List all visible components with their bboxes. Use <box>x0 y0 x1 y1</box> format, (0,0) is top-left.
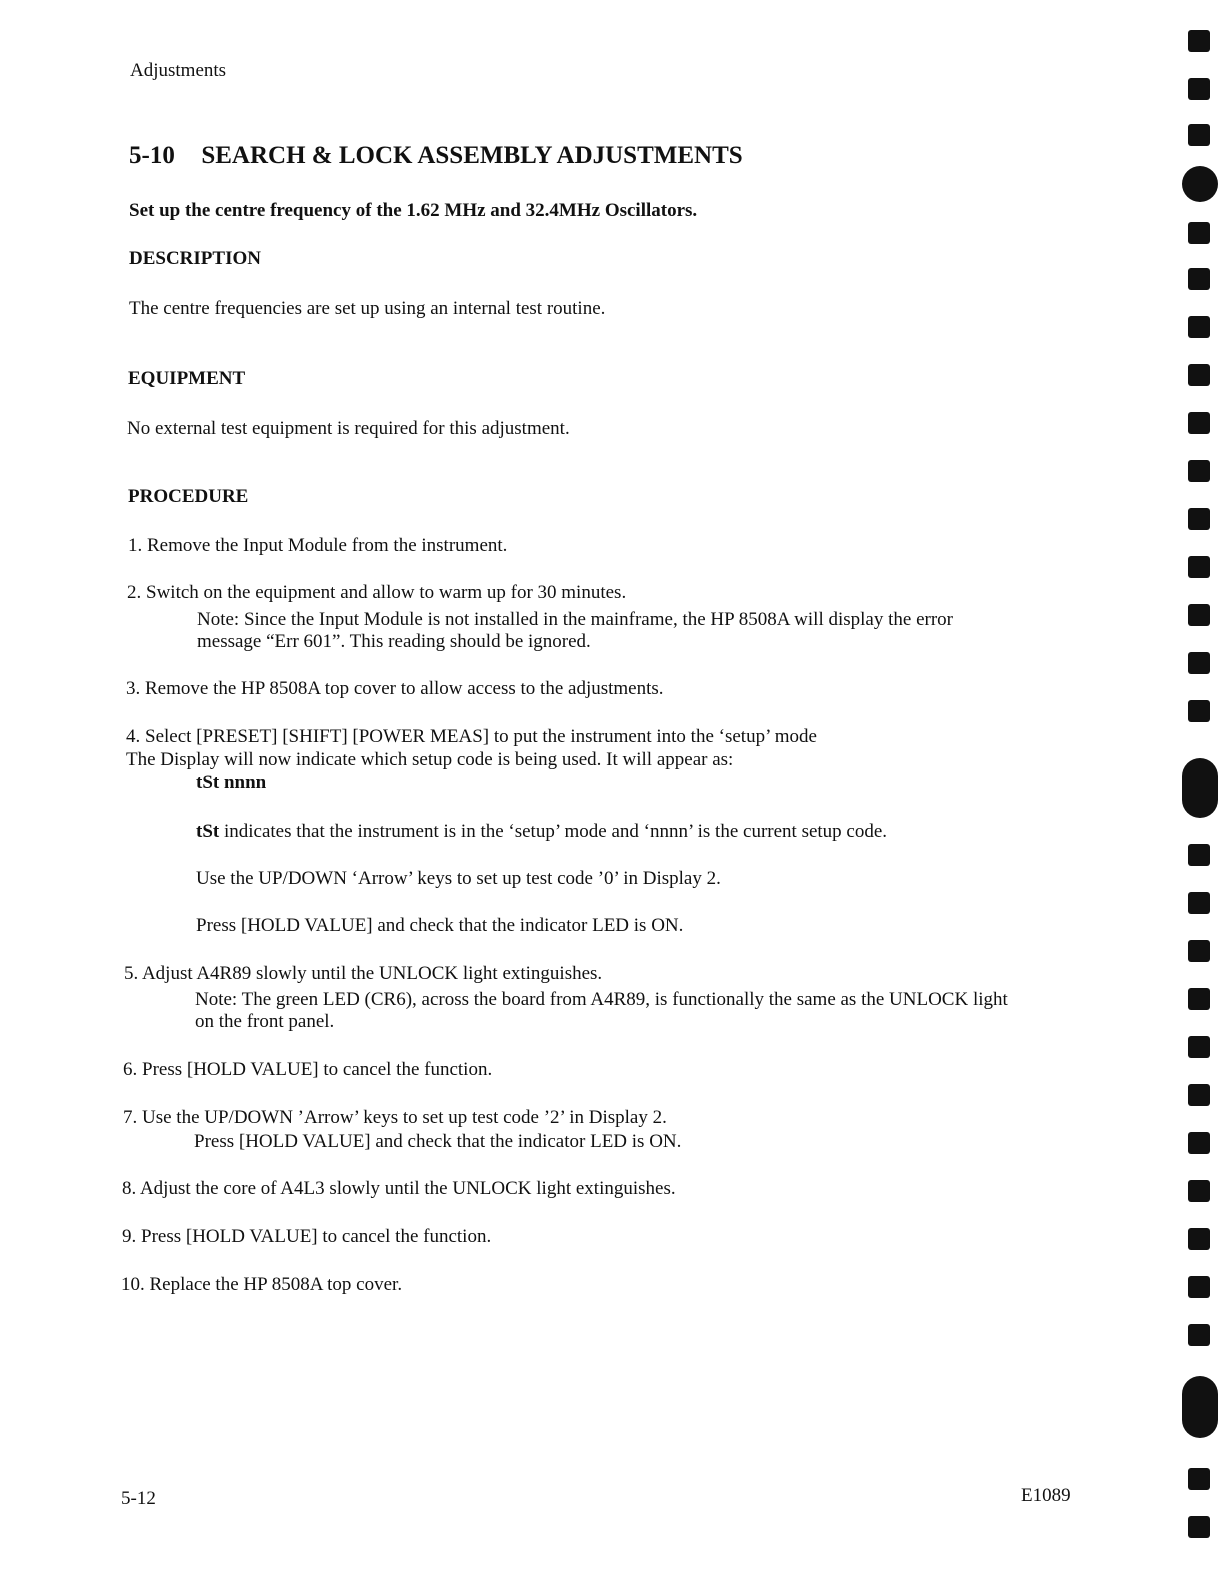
step-5-note-line-2: on the front panel. <box>195 1011 335 1032</box>
step-4-hold-value: Press [HOLD VALUE] and check that the indicator LED is ON. <box>196 915 684 936</box>
tst-explanation-text: indicates that the instrument is in the ‘setup’ mode and ‘nnnn’ is the current setup code. <box>223 821 888 842</box>
binding-hole <box>1188 460 1210 482</box>
procedure-step-6: 6. Press [HOLD VALUE] to cancel the function. <box>123 1059 493 1080</box>
procedure-step-4: 4. Select [PRESET] [SHIFT] [POWER MEAS] to put the instrument into the ‘setup’ mode <box>126 726 817 747</box>
page-number: 5-12 <box>121 1488 156 1509</box>
binding-hole <box>1188 844 1210 866</box>
document-code: E1089 <box>1021 1485 1071 1506</box>
binding-ring <box>1182 758 1218 818</box>
section-number: 5-10 <box>129 142 175 169</box>
binding-hole <box>1188 940 1210 962</box>
binding-hole <box>1188 78 1210 100</box>
binding-hole <box>1188 988 1210 1010</box>
binding-hole <box>1188 316 1210 338</box>
binding-hole <box>1188 268 1210 290</box>
step-5-note-line-1: Note: The green LED (CR6), across the board from A4R89, is functionally the same as the UNLOCK light <box>195 989 1008 1010</box>
setup-code-display: tSt nnnn <box>196 772 267 793</box>
binding-hole <box>1188 1084 1210 1106</box>
section-title: SEARCH & LOCK ASSEMBLY ADJUSTMENTS <box>201 142 743 169</box>
binding-hole <box>1188 556 1210 578</box>
step-2-note-line-2: message “Err 601”. This reading should be ignored. <box>197 631 591 652</box>
procedure-step-10: 10. Replace the HP 8508A top cover. <box>121 1274 403 1295</box>
binding-ring <box>1182 1376 1218 1438</box>
binding-hole <box>1188 604 1210 626</box>
procedure-step-8: 8. Adjust the core of A4L3 slowly until the UNLOCK light extinguishes. <box>122 1178 676 1199</box>
binding-hole <box>1188 1324 1210 1346</box>
binding-hole <box>1188 1036 1210 1058</box>
description-heading: DESCRIPTION <box>129 248 261 269</box>
binding-hole <box>1188 364 1210 386</box>
running-header: Adjustments <box>130 60 227 81</box>
procedure-step-3: 3. Remove the HP 8508A top cover to allow access to the adjustments. <box>126 678 664 699</box>
binding-hole <box>1188 700 1210 722</box>
binding-hole <box>1188 30 1210 52</box>
section-summary: Set up the centre frequency of the 1.62 MHz and 32.4MHz Oscillators. <box>129 200 698 221</box>
step-4-tst-explanation <box>196 821 887 843</box>
step-2-note-line-1: Note: Since the Input Module is not installed in the mainframe, the HP 8508A will display the error <box>197 609 953 630</box>
tst-term: tSt <box>196 821 220 842</box>
binding-hole <box>1188 508 1210 530</box>
procedure-step-7: 7. Use the UP/DOWN ’Arrow’ keys to set up test code ’2’ in Display 2. <box>123 1107 667 1128</box>
binding-hole <box>1188 1516 1210 1538</box>
binding-hole <box>1188 652 1210 674</box>
procedure-step-1: 1. Remove the Input Module from the instrument. <box>128 535 508 556</box>
description-text: The centre frequencies are set up using an internal test routine. <box>129 298 606 319</box>
procedure-step-5: 5. Adjust A4R89 slowly until the UNLOCK light extinguishes. <box>124 963 603 984</box>
binding-hole <box>1188 222 1210 244</box>
section-heading <box>129 142 743 169</box>
binding-holes-strip <box>1182 0 1222 1584</box>
procedure-heading: PROCEDURE <box>128 486 249 507</box>
equipment-heading: EQUIPMENT <box>128 368 246 389</box>
equipment-text: No external test equipment is required for this adjustment. <box>127 418 570 439</box>
step-4-display-info: The Display will now indicate which setup code is being used. It will appear as: <box>126 749 734 770</box>
binding-hole <box>1188 124 1210 146</box>
binding-hole <box>1188 1468 1210 1490</box>
procedure-step-2: 2. Switch on the equipment and allow to warm up for 30 minutes. <box>127 582 627 603</box>
step-7-hold-value: Press [HOLD VALUE] and check that the indicator LED is ON. <box>194 1131 682 1152</box>
binding-hole <box>1188 412 1210 434</box>
procedure-step-9: 9. Press [HOLD VALUE] to cancel the function. <box>122 1226 492 1247</box>
binding-hole <box>1188 1276 1210 1298</box>
binding-hole <box>1188 1132 1210 1154</box>
binding-ring <box>1182 166 1218 202</box>
binding-hole <box>1188 1228 1210 1250</box>
binding-hole <box>1188 892 1210 914</box>
step-4-arrow-keys: Use the UP/DOWN ‘Arrow’ keys to set up test code ’0’ in Display 2. <box>196 868 721 889</box>
binding-hole <box>1188 1180 1210 1202</box>
